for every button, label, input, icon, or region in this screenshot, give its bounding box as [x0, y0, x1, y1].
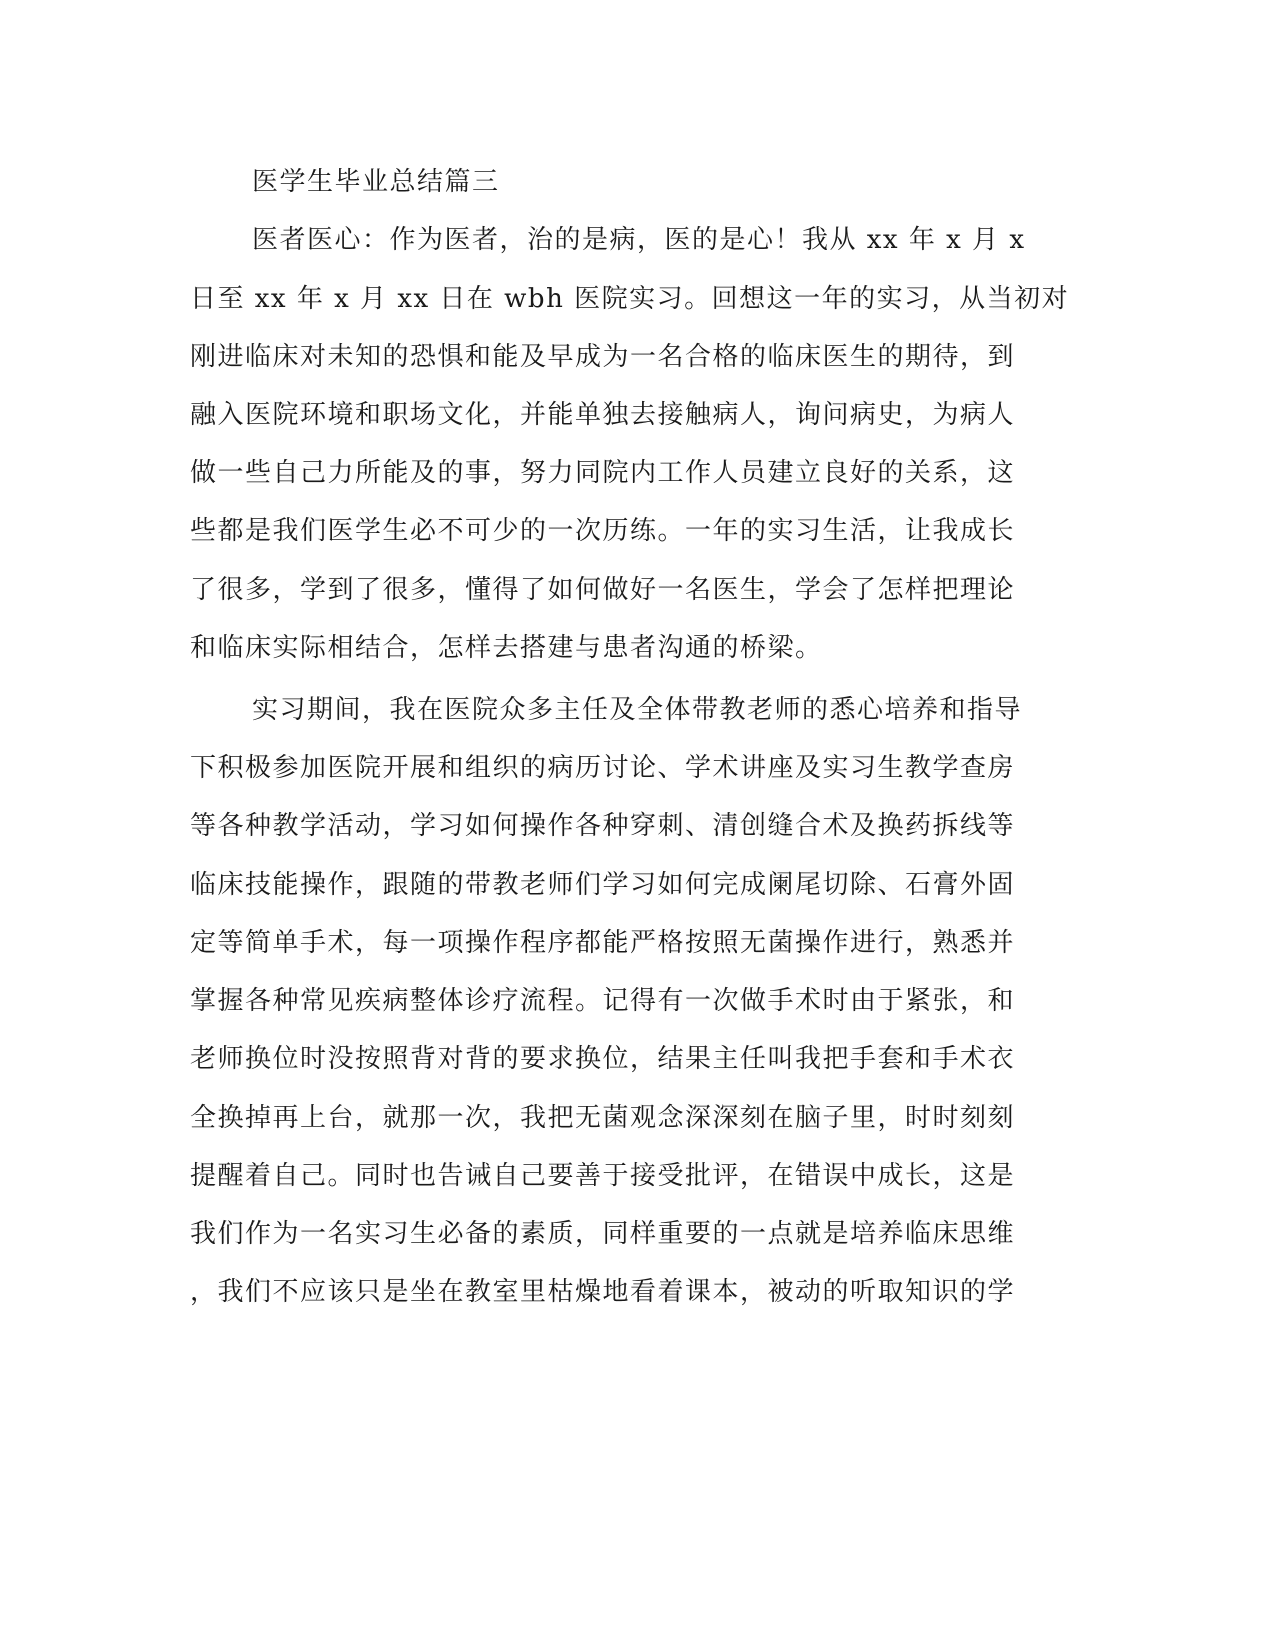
paragraph-line: 实习期间，我在医院众多主任及全体带教老师的悉心培养和指导	[252, 695, 1023, 725]
paragraph-line: 和临床实际相结合，怎样去搭建与患者沟通的桥梁。	[190, 633, 823, 663]
paragraph-line: 了很多，学到了很多，懂得了如何做好一名医生，学会了怎样把理论	[190, 575, 1016, 605]
paragraph-line: 下积极参加医院开展和组织的病历讨论、学术讲座及实习生教学查房	[190, 753, 1016, 783]
paragraph-line: 刚进临床对未知的恐惧和能及早成为一名合格的临床医生的期待，到	[190, 342, 1016, 372]
paragraph-line: ，我们不应该只是坐在教室里枯燥地看着课本，被动的听取知识的学	[190, 1277, 1016, 1307]
paragraph-line: 全换掉再上台，就那一次，我把无菌观念深深刻在脑子里，时时刻刻	[190, 1103, 1016, 1133]
document-title: 医学生毕业总结篇三	[252, 167, 500, 197]
paragraph-line: 医者医心：作为医者，治的是病，医的是心！我从 xx 年 x 月 x	[252, 225, 1026, 255]
paragraph-line: 等各种教学活动，学习如何操作各种穿刺、清创缝合术及换药拆线等	[190, 811, 1016, 841]
paragraph-line: 定等简单手术，每一项操作程序都能严格按照无菌操作进行，熟悉并	[190, 928, 1016, 958]
paragraph-line: 融入医院环境和职场文化，并能单独去接触病人，询问病史，为病人	[190, 400, 1016, 430]
paragraph-line: 临床技能操作，跟随的带教老师们学习如何完成阑尾切除、石膏外固	[190, 870, 1016, 900]
paragraph-line: 老师换位时没按照背对背的要求换位，结果主任叫我把手套和手术衣	[190, 1044, 1016, 1074]
paragraph-line: 我们作为一名实习生必备的素质，同样重要的一点就是培养临床思维	[190, 1219, 1016, 1249]
paragraph-line: 日至 xx 年 x 月 xx 日在 wbh 医院实习。回想这一年的实习，从当初对	[190, 284, 1070, 314]
paragraph-line: 做一些自己力所能及的事，努力同院内工作人员建立良好的关系，这	[190, 458, 1016, 488]
paragraph-line: 些都是我们医学生必不可少的一次历练。一年的实习生活，让我成长	[190, 516, 1016, 546]
paragraph-line: 提醒着自己。同时也告诫自己要善于接受批评，在错误中成长，这是	[190, 1161, 1016, 1191]
paragraph-line: 掌握各种常见疾病整体诊疗流程。记得有一次做手术时由于紧张，和	[190, 986, 1016, 1016]
